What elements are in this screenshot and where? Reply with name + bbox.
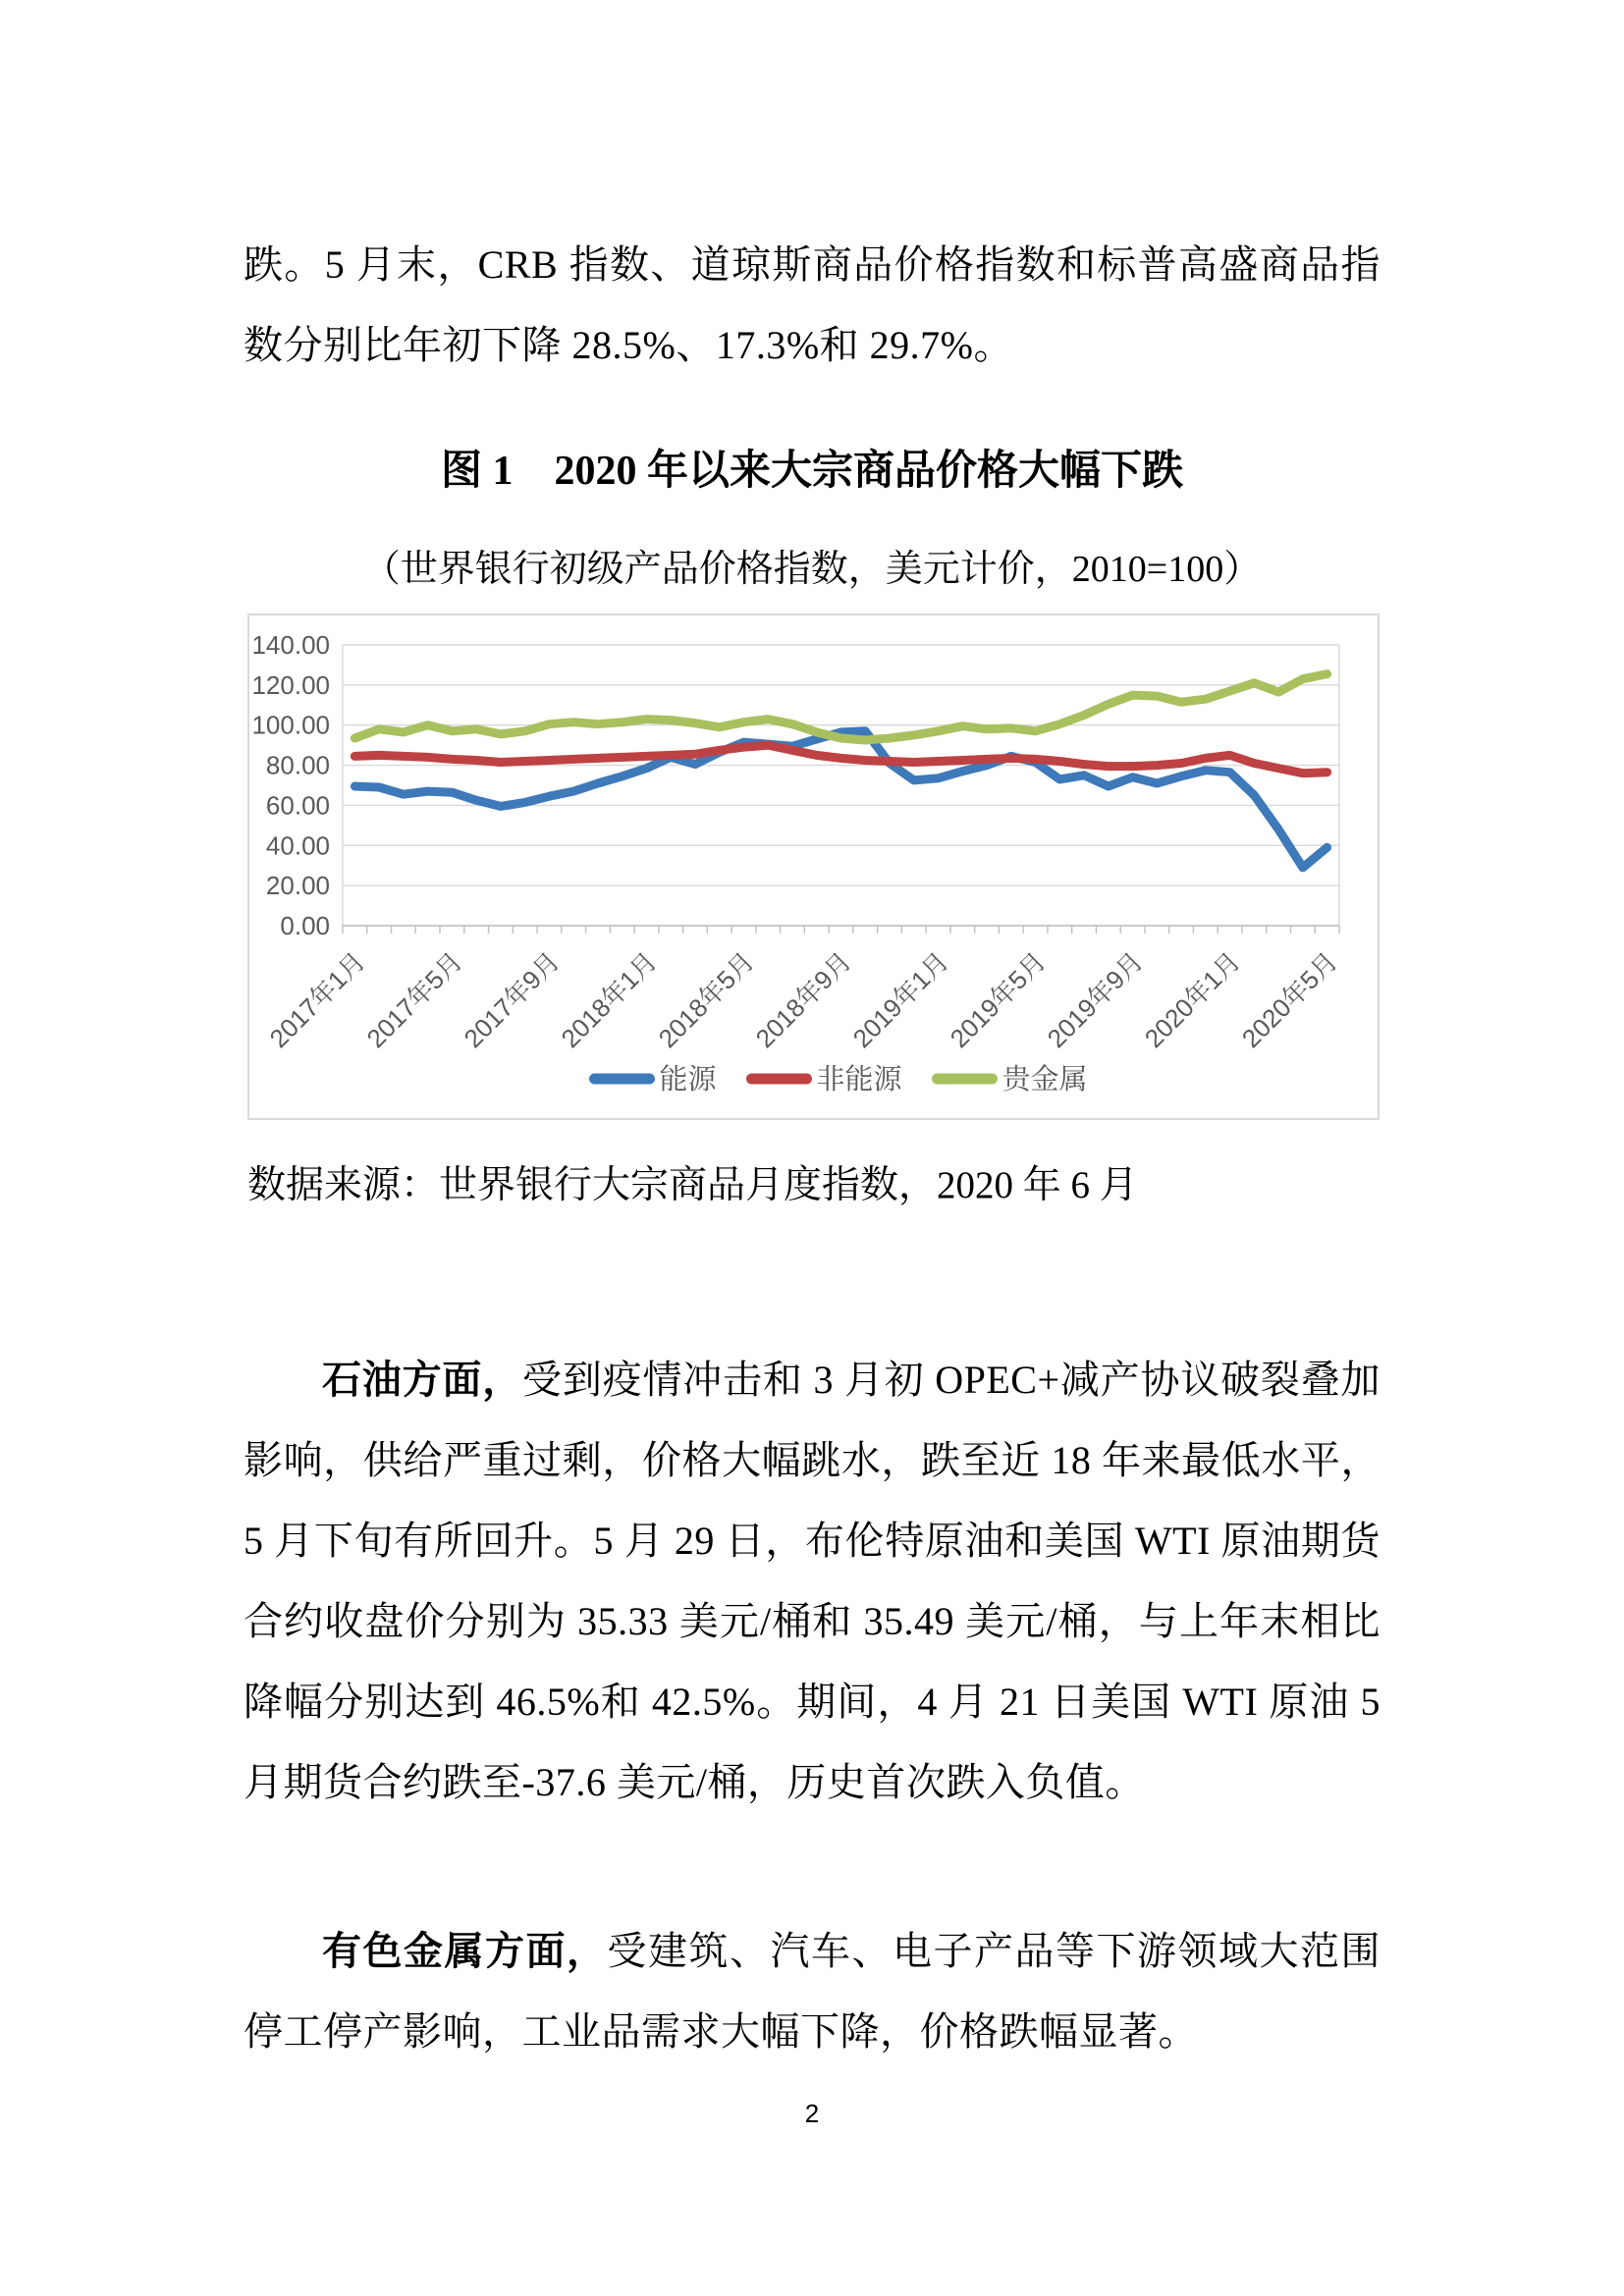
figure-title: 图 1 2020 年以来大宗商品价格大幅下跌 — [440, 449, 1183, 494]
y-axis-tick-label: 60.00 — [265, 790, 330, 821]
paragraph-metals — [244, 1911, 1380, 2072]
y-axis-tick-label: 20.00 — [265, 871, 330, 901]
y-axis-tick-label: 140.00 — [251, 630, 330, 660]
y-axis-tick-label: 120.00 — [251, 669, 330, 700]
page-number: 2 — [804, 2099, 820, 2128]
x-axis-tick-label: 2018年5月 — [652, 946, 760, 1054]
paragraph-intro: 跌。5 月末，CRB 指数、道琼斯商品价格指数和标普高盛商品指数分别比年初下降 28.5%、17.3%和 29.7%。 — [244, 242, 1380, 367]
x-axis-tick-label: 2019年1月 — [846, 946, 954, 1054]
paragraph-metals-body: 受建筑、汽车、电子产品等下游领域大范围停工停产影响，工业品需求大幅下降，价格跌幅显著。 — [244, 1929, 1380, 2054]
x-axis-tick-label: 2020年1月 — [1138, 946, 1246, 1054]
x-axis-tick-label: 2018年9月 — [749, 946, 857, 1054]
y-axis-tick-label: 0.00 — [280, 911, 330, 940]
legend-label-energy: 能源 — [659, 1064, 717, 1095]
legend-label-precious-metals: 贵金属 — [1001, 1064, 1088, 1095]
series-line-non-energy — [354, 745, 1326, 774]
paragraph-oil-lead: 石油方面， — [322, 1358, 523, 1402]
x-axis-tick-label: 2017年9月 — [458, 946, 566, 1054]
x-axis-tick-label: 2017年1月 — [263, 946, 371, 1054]
y-axis-tick-label: 100.00 — [251, 710, 330, 740]
figure1-chart — [247, 614, 1380, 1120]
legend-label-non-energy: 非能源 — [816, 1064, 902, 1095]
x-axis-tick-label: 2019年9月 — [1041, 946, 1149, 1054]
x-axis-tick-label: 2019年5月 — [944, 946, 1052, 1054]
series-line-energy — [354, 731, 1326, 868]
y-axis-tick-label: 80.00 — [265, 750, 330, 780]
figure1-chart-svg — [249, 615, 1378, 1118]
x-axis-tick-label: 2018年1月 — [555, 946, 663, 1054]
x-axis-tick-label: 2017年5月 — [360, 946, 468, 1054]
paragraph-oil — [244, 1340, 1380, 1823]
figure-subtitle: （世界银行初级产品价格指数，美元计价，2010=100） — [362, 549, 1262, 590]
figure-source: 数据来源：世界银行大宗商品月度指数，2020 年 6 月 — [247, 1164, 1138, 1206]
x-axis-tick-label: 2020年5月 — [1235, 946, 1343, 1054]
y-axis-tick-label: 40.00 — [265, 830, 330, 861]
paragraph-oil-body: 受到疫情冲击和 3 月初 OPEC+减产协议破裂叠加影响，供给严重过剩，价格大幅跳水，跌至近 18 年来最低水平，5 月下旬有所回升。5 月 29 日，布伦特原油和美国 WTI 原油期货合约收盘价分别为 35.33 美元/桶和 35.49 美元/桶，与上年末相比降幅分别达到 46.5%和 42.5%。期间，4 月 21 日美国 WTI 原油 5 月期货合约跌至-37.6 美元/桶，历史首次跌入负值。 — [244, 1358, 1381, 1804]
paragraph-metals-lead: 有色金属方面， — [322, 1929, 608, 1973]
